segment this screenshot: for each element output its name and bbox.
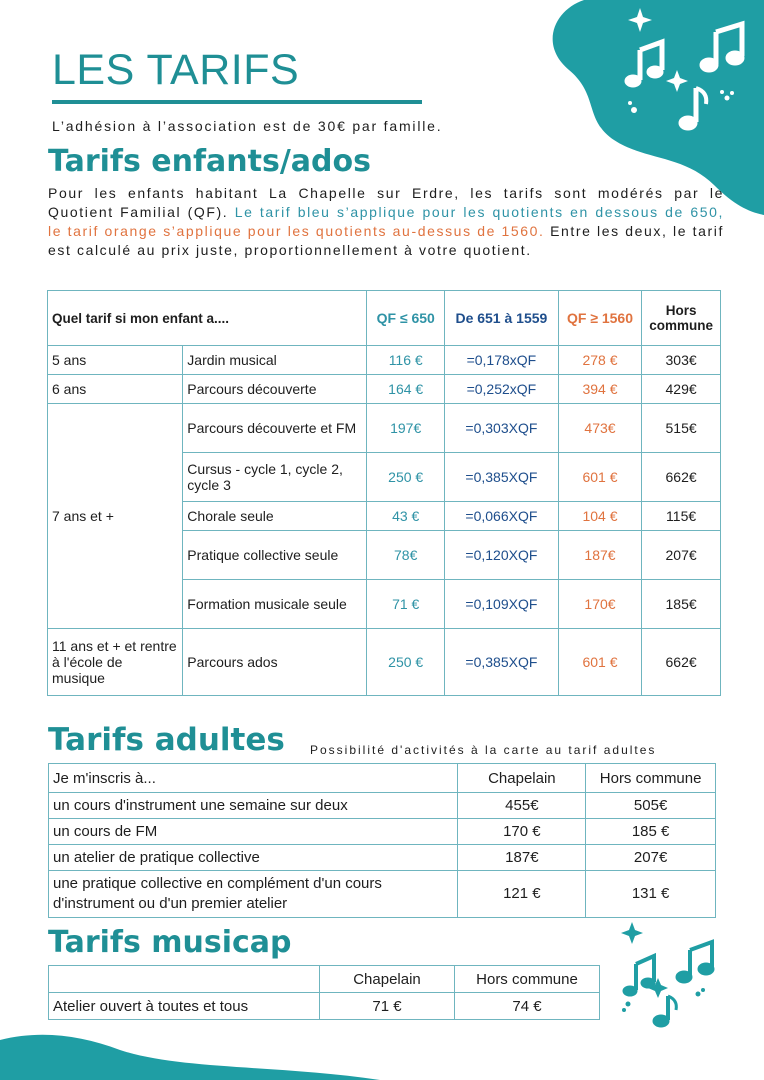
- price-high-cell: 278 €: [558, 346, 641, 375]
- price-hors-cell: 515€: [642, 404, 721, 453]
- hors-cell: 505€: [586, 793, 716, 819]
- price-high-cell: 601 €: [558, 629, 641, 696]
- activity-cell: Pratique collective seule: [183, 531, 367, 580]
- price-hors-cell: 662€: [642, 629, 721, 696]
- intro-orange-text: le tarif orange s’applique pour les quotients au-dessus de 1560.: [48, 223, 545, 239]
- table-row: [48, 404, 721, 453]
- header-question: Quel tarif si mon enfant a....: [48, 291, 367, 346]
- price-mid-cell: =0,252xQF: [445, 375, 559, 404]
- price-hors-cell: 303€: [642, 346, 721, 375]
- intro-end-text: Entre les deux, le tarif est calculé au prix juste, proportionnellement à votre quotient.: [48, 223, 724, 258]
- adhesion-text: L’adhésion à l’association est de 30€ par famille.: [52, 118, 443, 134]
- heading-musicap: Tarifs musicap: [48, 925, 292, 960]
- price-mid-cell: =0,385XQF: [445, 629, 559, 696]
- price-low-cell: 250 €: [367, 629, 445, 696]
- intro-blue-text: Le tarif bleu s’applique pour les quotients en dessous de 650,: [234, 204, 724, 220]
- price-mid-cell: =0,066XQF: [445, 502, 559, 531]
- price-high-cell: 187€: [558, 531, 641, 580]
- table-row: [48, 346, 721, 375]
- age-cell: 6 ans: [48, 375, 183, 404]
- header-label: Je m'inscris à...: [49, 764, 458, 793]
- activity-cell: Cursus - cycle 1, cycle 2, cycle 3: [183, 453, 367, 502]
- table-row: [49, 993, 600, 1020]
- adultes-note: Possibilité d'activités à la carte au tarif adultes: [310, 743, 657, 757]
- price-low-cell: 197€: [367, 404, 445, 453]
- chapelain-cell: 121 €: [458, 871, 586, 918]
- hors-cell: 207€: [586, 845, 716, 871]
- price-high-cell: 601 €: [558, 453, 641, 502]
- page-title: LES TARIFS: [52, 46, 300, 94]
- table-row: [48, 375, 721, 404]
- price-high-cell: 473€: [558, 404, 641, 453]
- price-mid-cell: =0,120XQF: [445, 531, 559, 580]
- table-row: [49, 845, 716, 871]
- table-row: [48, 629, 721, 696]
- price-low-cell: 164 €: [367, 375, 445, 404]
- tarifs-enfants-table: [47, 290, 721, 696]
- decorative-wave-icon: [0, 1030, 380, 1080]
- chapelain-cell: 187€: [458, 845, 586, 871]
- price-low-cell: 71 €: [367, 580, 445, 629]
- label-cell: Atelier ouvert à toutes et tous: [49, 993, 320, 1020]
- music-notes-decoration-icon: [544, 0, 764, 215]
- header-hors: Hors commune: [642, 291, 721, 346]
- price-hors-cell: 662€: [642, 453, 721, 502]
- table-header-row: [49, 764, 716, 793]
- heading-adultes: Tarifs adultes: [48, 722, 285, 758]
- intro-paragraph: [48, 184, 724, 260]
- table-row: [49, 819, 716, 845]
- intro-text: Pour les enfants habitant La Chapelle sur Erdre, les tarifs sont modérés par le Quotient Familial (QF).: [48, 185, 724, 220]
- price-mid-cell: =0,109XQF: [445, 580, 559, 629]
- price-high-cell: 170€: [558, 580, 641, 629]
- music-notes-icon: [618, 920, 728, 1030]
- price-low-cell: 43 €: [367, 502, 445, 531]
- age-cell: 7 ans et +: [48, 404, 183, 629]
- price-high-cell: 394 €: [558, 375, 641, 404]
- table-header-row: [48, 291, 721, 346]
- label-cell: une pratique collective en complément d'un cours d'instrument ou d'un premier atelier: [49, 871, 458, 918]
- price-mid-cell: =0,178xQF: [445, 346, 559, 375]
- title-underline: [52, 100, 422, 104]
- label-cell: un cours d'instrument une semaine sur deux: [49, 793, 458, 819]
- heading-enfants: Tarifs enfants/ados: [48, 144, 371, 179]
- price-hors-cell: 429€: [642, 375, 721, 404]
- header-empty: [49, 966, 320, 993]
- table-row: [49, 793, 716, 819]
- label-cell: un atelier de pratique collective: [49, 845, 458, 871]
- price-hors-cell: 207€: [642, 531, 721, 580]
- label-cell: un cours de FM: [49, 819, 458, 845]
- tarifs-adultes-table: [48, 763, 716, 918]
- chapelain-cell: 71 €: [320, 993, 455, 1020]
- header-chapelain: Chapelain: [458, 764, 586, 793]
- activity-cell: Chorale seule: [183, 502, 367, 531]
- activity-cell: Parcours découverte: [183, 375, 367, 404]
- price-low-cell: 78€: [367, 531, 445, 580]
- header-qf-mid: De 651 à 1559: [445, 291, 559, 346]
- table-row: [49, 871, 716, 918]
- hors-cell: 131 €: [586, 871, 716, 918]
- chapelain-cell: 455€: [458, 793, 586, 819]
- age-cell: 11 ans et + et rentre à l'école de musique: [48, 629, 183, 696]
- price-hors-cell: 115€: [642, 502, 721, 531]
- activity-cell: Formation musicale seule: [183, 580, 367, 629]
- header-chapelain: Chapelain: [320, 966, 455, 993]
- price-hors-cell: 185€: [642, 580, 721, 629]
- chapelain-cell: 170 €: [458, 819, 586, 845]
- price-high-cell: 104 €: [558, 502, 641, 531]
- activity-cell: Parcours ados: [183, 629, 367, 696]
- activity-cell: Parcours découverte et FM: [183, 404, 367, 453]
- age-cell: 5 ans: [48, 346, 183, 375]
- hors-cell: 74 €: [455, 993, 600, 1020]
- price-low-cell: 116 €: [367, 346, 445, 375]
- header-qf-low: QF ≤ 650: [367, 291, 445, 346]
- table-header-row: [49, 966, 600, 993]
- price-mid-cell: =0,385XQF: [445, 453, 559, 502]
- price-mid-cell: =0,303XQF: [445, 404, 559, 453]
- tarifs-musicap-table: [48, 965, 600, 1020]
- header-qf-high: QF ≥ 1560: [558, 291, 641, 346]
- price-low-cell: 250 €: [367, 453, 445, 502]
- header-hors: Hors commune: [586, 764, 716, 793]
- activity-cell: Jardin musical: [183, 346, 367, 375]
- hors-cell: 185 €: [586, 819, 716, 845]
- header-hors: Hors commune: [455, 966, 600, 993]
